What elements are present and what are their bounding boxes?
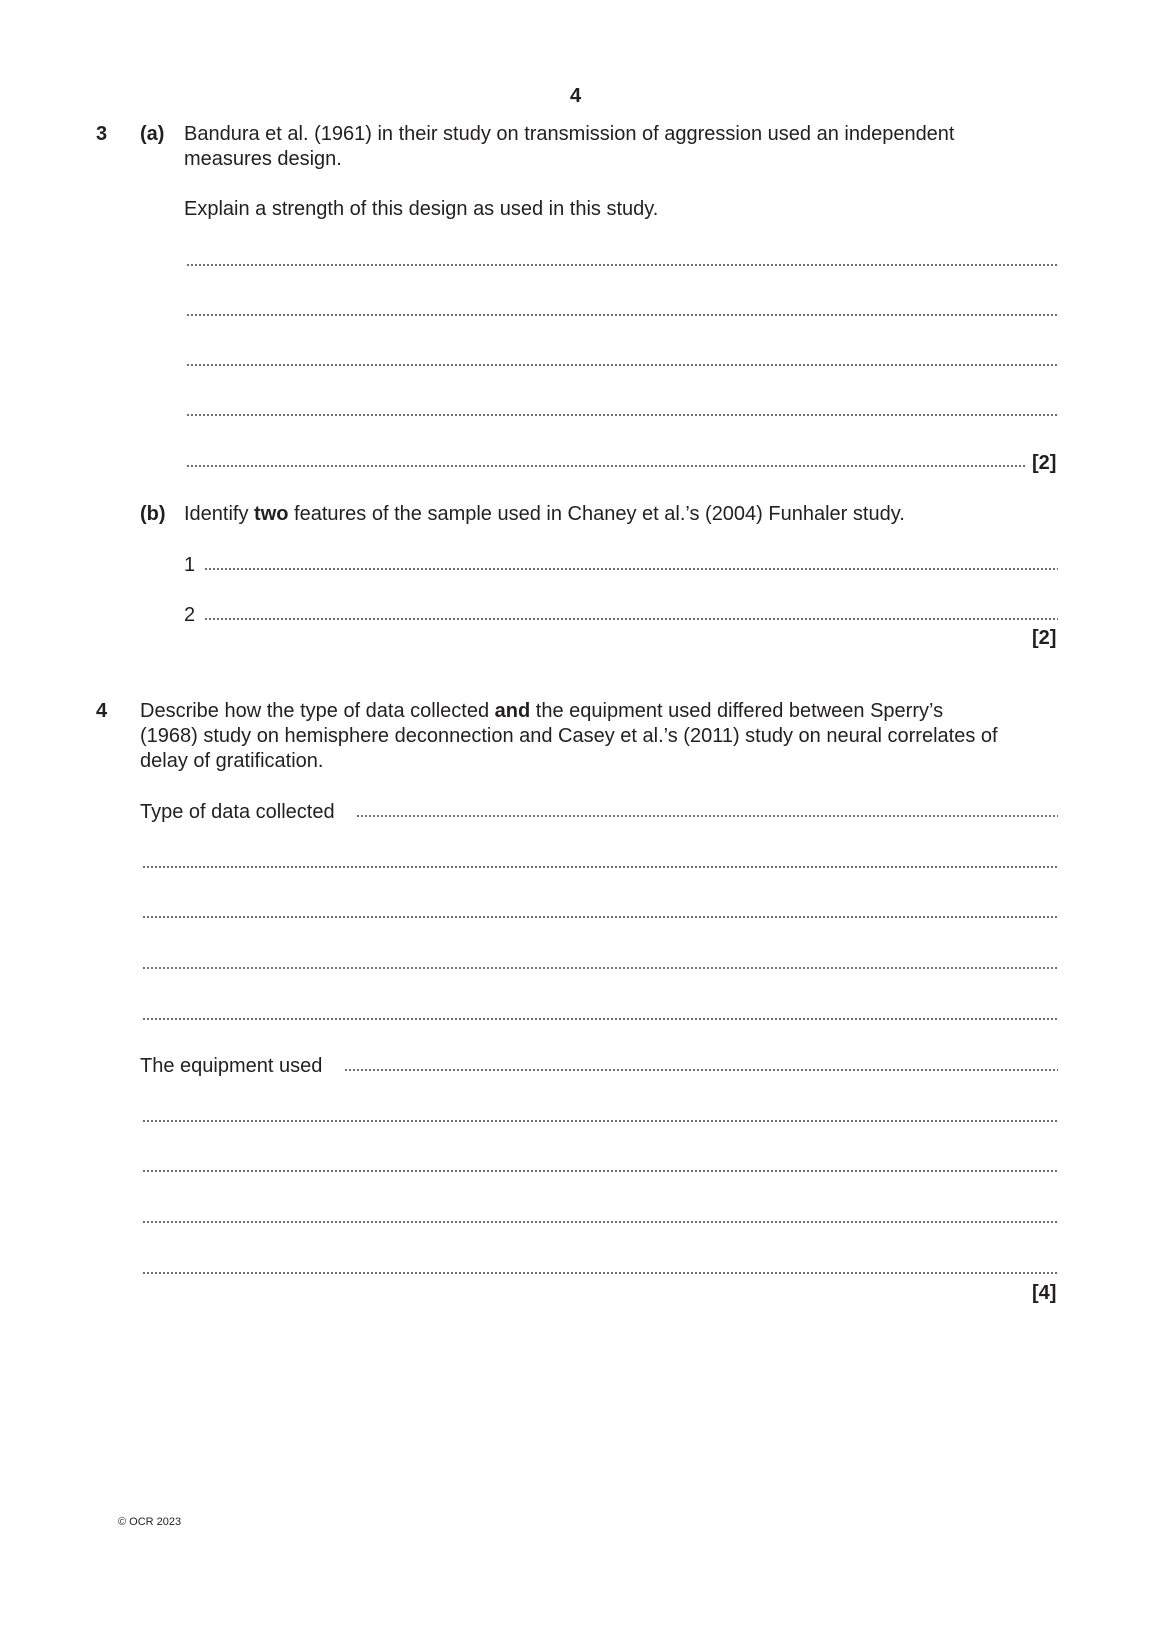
marks-3b: [2]	[1032, 627, 1057, 649]
question-4-text-line3: delay of gratification.	[140, 750, 324, 772]
question-4-text-after: the equipment used differed between Sperry’s	[530, 700, 944, 722]
answer-line-4-equipment-2[interactable]	[142, 1119, 1058, 1123]
answer-item-number-2: 2	[184, 604, 196, 626]
answer-line-3b-1[interactable]	[204, 567, 1058, 571]
answer-line-3a-2[interactable]	[186, 313, 1058, 317]
answer-line-4-data-5[interactable]	[142, 1017, 1058, 1021]
question-3b-text-before: Identify	[184, 503, 255, 525]
marks-3a: [2]	[1032, 452, 1057, 474]
question-3a-instruction: Explain a strength of this design as used in this study.	[184, 198, 659, 220]
question-3b-text	[184, 502, 905, 527]
equipment-used-label: The equipment used	[140, 1055, 323, 1077]
answer-line-4-data-3[interactable]	[142, 915, 1058, 919]
question-3b-text-bold: two	[254, 503, 289, 525]
question-4-text-bold: and	[494, 700, 531, 722]
answer-line-4-data-1[interactable]	[356, 814, 1058, 818]
answer-line-3a-4[interactable]	[186, 413, 1058, 417]
answer-item-number-1: 1	[184, 554, 196, 576]
copyright-footer: © OCR 2023	[118, 1516, 182, 1528]
question-4-text-before: Describe how the type of data collected	[140, 700, 495, 722]
data-collected-label: Type of data collected	[140, 801, 335, 823]
answer-line-4-equipment-4[interactable]	[142, 1220, 1058, 1224]
answer-line-4-data-2[interactable]	[142, 865, 1058, 869]
question-4-text-line2: (1968) study on hemisphere deconnection and Casey et al.’s (2011) study on neural correlates of	[140, 725, 998, 747]
page-number: 4	[570, 85, 582, 107]
question-3a-text-line1: Bandura et al. (1961) in their study on transmission of aggression used an independent	[184, 123, 955, 145]
marks-4: [4]	[1032, 1282, 1057, 1304]
answer-line-3a-5[interactable]	[186, 464, 1026, 468]
question-3b-text-after: features of the sample used in Chaney et al.’s (2004) Funhaler study.	[288, 503, 905, 525]
answer-line-3a-1[interactable]	[186, 263, 1058, 267]
question-3a-text-line2: measures design.	[184, 148, 342, 170]
question-3a-label: (a)	[140, 123, 165, 145]
answer-line-4-equipment-5[interactable]	[142, 1271, 1058, 1275]
question-3-number: 3	[96, 123, 108, 145]
answer-line-4-data-4[interactable]	[142, 966, 1058, 970]
answer-line-3a-3[interactable]	[186, 363, 1058, 367]
question-3b-label: (b)	[140, 503, 166, 525]
answer-line-4-equipment-1[interactable]	[344, 1068, 1058, 1072]
answer-line-4-equipment-3[interactable]	[142, 1169, 1058, 1173]
question-4-text-line1	[140, 699, 943, 724]
question-4-number: 4	[96, 700, 108, 722]
answer-line-3b-2[interactable]	[204, 617, 1058, 621]
